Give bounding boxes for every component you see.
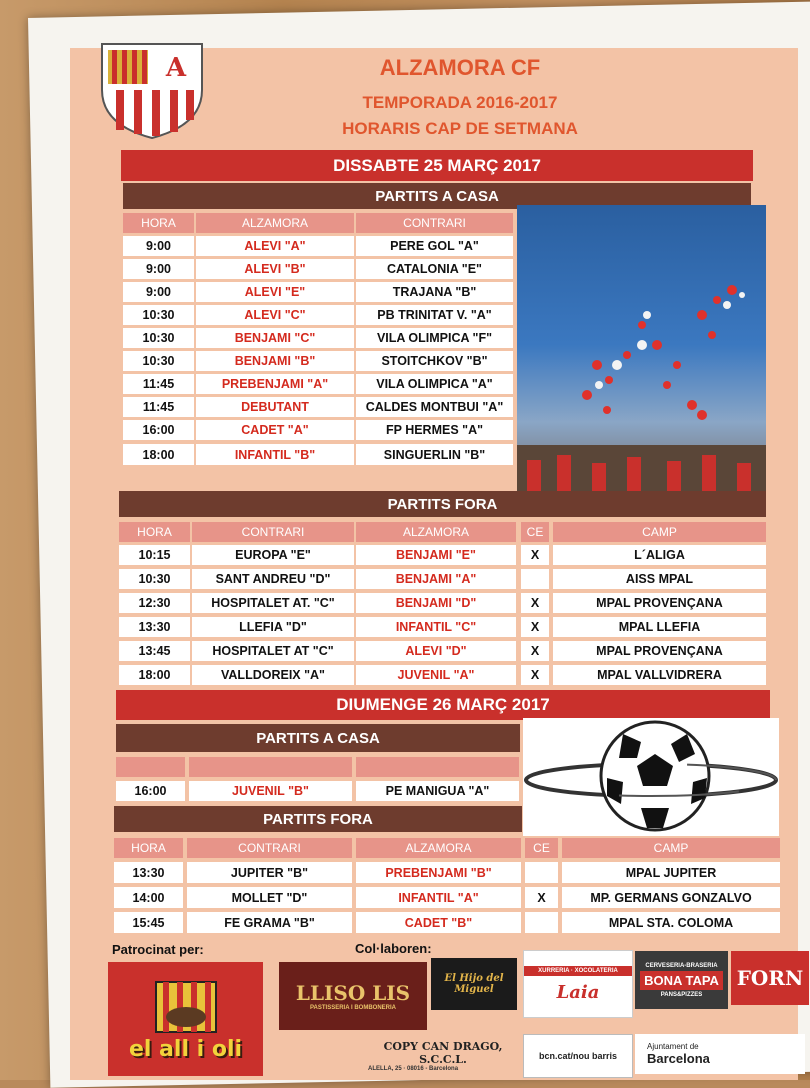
team-cell: BENJAMI "A" [356,569,516,589]
rival-cell: SANT ANDREU "D" [192,569,354,589]
time-cell: 13:30 [114,862,183,883]
team-cell: JUVENIL "A" [356,665,516,685]
time-cell: 9:00 [123,259,194,279]
team-cell: DEBUTANT [196,397,354,417]
sunday-home-band: PARTITS A CASA [116,724,520,752]
ajuntament-text: Barcelona [647,1051,710,1066]
time-cell: 10:30 [123,351,194,371]
ce-cell: X [521,641,549,661]
time-cell: 12:30 [119,593,190,613]
rival-cell: TRAJANA "B" [356,282,513,302]
rival-cell: PE MANIGUA "A" [356,781,519,801]
camp-cell: MPAL STA. COLOMA [562,912,780,933]
ce-cell [521,569,549,589]
sun-away-header-hora: HORA [114,838,183,858]
team-cell: BENJAMI "D" [356,593,516,613]
soccer-ball-icon [523,718,779,836]
copy-logo [368,1036,518,1076]
bona-text: BONA TAPA [640,971,723,990]
rival-cell: EUROPA "E" [192,545,354,565]
time-cell: 11:45 [123,374,194,394]
time-cell: 11:45 [123,397,194,417]
team-cell: CADET "B" [356,912,521,933]
club-crest-icon [98,40,206,140]
forn-text: FORN [736,966,804,990]
camp-cell: MP. GERMANS GONZALVO [562,887,780,908]
team-cell: INFANTIL "B" [196,444,354,465]
rival-cell: FP HERMES "A" [356,420,513,440]
sat-away-header-contrari: CONTRARI [192,522,354,542]
svg-text:A: A [165,53,187,83]
sun-home-header-blank-1 [116,757,185,777]
sat-away-header-ce: CE [521,522,549,542]
bcn-text: bcn.cat/nou barris [538,1051,618,1061]
rival-cell: JUPITER "B" [187,862,352,883]
allioli-text: el all i oli [128,1036,243,1062]
saturday-away-band: PARTITS FORA [119,491,766,517]
sun-away-header-ce: CE [525,838,558,858]
rival-cell: PERE GOL "A" [356,236,513,256]
hijo-logo [431,958,517,1010]
sat-home-header-hora: HORA [123,213,194,233]
rival-cell: CALDES MONTBUI "A" [356,397,513,417]
time-cell: 10:30 [119,569,190,589]
soccer-ball-image [523,718,779,836]
laia-text: Laia [556,981,600,1003]
mortar-icon [151,977,221,1037]
sat-away-header-hora: HORA [119,522,190,542]
ce-cell [525,862,558,883]
rival-cell: LLEFIA "D" [192,617,354,637]
sun-away-header-alzamora: ALZAMORA [356,838,521,858]
balloons-photo-art [517,205,766,515]
ce-cell: X [521,665,549,685]
rival-cell: SINGUERLIN "B" [356,444,513,465]
allioli-logo [108,962,263,1076]
team-cell: BENJAMI "C" [196,328,354,348]
camp-cell: L´ALIGA [553,545,766,565]
camp-cell: MPAL LLEFIA [553,617,766,637]
collab-label: Col·laboren: [355,941,432,956]
team-cell: PREBENJAMI "A" [196,374,354,394]
camp-cell: MPAL PROVENÇANA [553,641,766,661]
sunday-date-band: DIUMENGE 26 MARÇ 2017 [116,690,770,720]
time-cell: 10:30 [123,305,194,325]
time-cell: 10:30 [123,328,194,348]
bona-sub-text: PANS&PIZZES [660,991,703,998]
season-title: TEMPORADA 2016-2017 [362,93,558,112]
team-cell: INFANTIL "A" [356,887,521,908]
ce-cell: X [521,593,549,613]
ce-cell [525,912,558,933]
time-cell: 13:30 [119,617,190,637]
rival-cell: VALLDOREIX "A" [192,665,354,685]
sun-home-header-blank-3 [356,757,519,777]
time-cell: 16:00 [123,420,194,440]
camp-cell: MPAL PROVENÇANA [553,593,766,613]
saturday-home-band: PARTITS A CASA [123,183,751,209]
rival-cell: MOLLET "D" [187,887,352,908]
subtitle: HORARIS CAP DE SETMANA [342,119,578,138]
team-cell: INFANTIL "C" [356,617,516,637]
rival-cell: HOSPITALET AT. "C" [192,593,354,613]
bcn-logo [523,1034,633,1078]
time-cell: 10:15 [119,545,190,565]
rival-cell: FE GRAMA "B" [187,912,352,933]
time-cell: 15:45 [114,912,183,933]
rival-cell: STOITCHKOV "B" [356,351,513,371]
time-cell: 18:00 [119,665,190,685]
forn-logo [731,951,809,1005]
laia-logo [523,950,633,1018]
time-cell: 16:00 [116,781,185,801]
sunday-away-band: PARTITS FORA [114,806,522,832]
team-cell: BENJAMI "B" [196,351,354,371]
lliso-sub-text: PASTISSERIA I BOMBONERIA [309,1005,396,1011]
team-cell: BENJAMI "E" [356,545,516,565]
team-cell: PREBENJAMI "B" [356,862,521,883]
rival-cell: PB TRINITAT V. "A" [356,305,513,325]
team-cell: ALEVI "C" [196,305,354,325]
time-cell: 9:00 [123,236,194,256]
team-cell: ALEVI "E" [196,282,354,302]
rival-cell: VILA OLIMPICA "F" [356,328,513,348]
team-cell: ALEVI "D" [356,641,516,661]
saturday-date-band: DISSABTE 25 MARÇ 2017 [121,150,753,181]
laia-top-text: XURRERIA · XOCOLATERIA [524,966,632,976]
camp-cell: MPAL JUPITER [562,862,780,883]
sponsor-label: Patrocinat per: [112,942,204,957]
sat-away-header-alzamora: ALZAMORA [356,522,516,542]
ce-cell: X [521,617,549,637]
team-cell: CADET "A" [196,420,354,440]
sun-home-header-blank-2 [189,757,352,777]
sun-away-header-camp: CAMP [562,838,780,858]
team-cell: ALEVI "B" [196,259,354,279]
time-cell: 14:00 [114,887,183,908]
camp-cell: MPAL VALLVIDRERA [553,665,766,685]
time-cell: 13:45 [119,641,190,661]
copy-text: COPY CAN DRAGO, S.C.C.L. [383,1040,503,1066]
copy-sub-text: ALELLA, 25 · 08016 - Barcelona [368,1066,459,1072]
ajuntament-logo [635,1034,805,1074]
rival-cell: VILA OLIMPICA "A" [356,374,513,394]
club-title: ALZAMORA CF [379,55,541,80]
sat-home-header-alzamora: ALZAMORA [196,213,354,233]
rival-cell: CATALONIA "E" [356,259,513,279]
ajuntament-top-text: Ajuntament de [647,1042,699,1051]
lliso-text: LLISO LIS [295,981,411,1005]
team-cell: ALEVI "A" [196,236,354,256]
team-cell: JUVENIL "B" [189,781,352,801]
sat-home-header-contrari: CONTRARI [356,213,513,233]
sun-away-header-contrari: CONTRARI [187,838,352,858]
bona-tapa-logo [635,951,728,1009]
ce-cell: X [521,545,549,565]
rival-cell: HOSPITALET AT "C" [192,641,354,661]
hijo-text: El Hijo del Miguel [444,973,504,995]
camp-cell: AISS MPAL [553,569,766,589]
ce-cell: X [525,887,558,908]
time-cell: 9:00 [123,282,194,302]
time-cell: 18:00 [123,444,194,465]
balloons-photo [517,205,766,515]
lliso-logo [279,962,427,1030]
bona-top-text: CERVESERIA-BRASERIA [645,962,718,969]
sat-away-header-camp: CAMP [553,522,766,542]
